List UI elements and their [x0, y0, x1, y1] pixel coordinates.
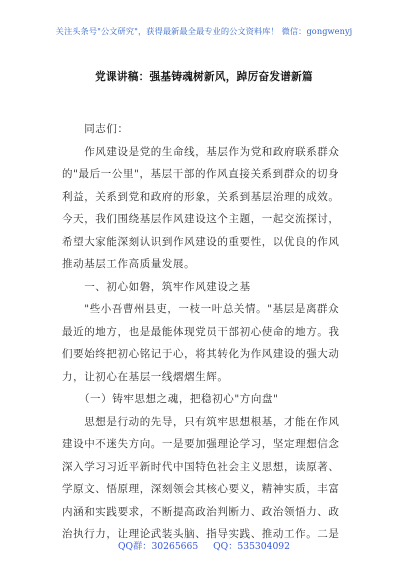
document-title: 党课讲稿：强基铸魂树新风，踔厉奋发谱新篇 [95, 71, 313, 83]
footer-contact [0, 538, 408, 552]
body-line: 力，让初心在基层一线熠熠生辉。 [62, 370, 229, 383]
body-line: "些小吾曹州县吏，一枝一叶总关情。"基层是离群众 [62, 303, 340, 315]
document-body [62, 118, 352, 546]
body-line: 作风建设是党的生命线，基层作为党和政府联系群众 [62, 145, 340, 158]
body-line: 今天，我们围绕基层作风建设这个主题，一起交流探讨， [62, 213, 340, 225]
body-line: 思想是行动的先导，只有筑牢思想根基，才能在作风 [62, 415, 340, 428]
subsection-heading: （一）铸牢思想之魂，把稳初心"方向盘" [62, 393, 279, 405]
body-line: 最近的地方，也是最能体现党员干部初心使命的地方。我 [62, 325, 340, 338]
body-line: 利益，关系到党和政府的形象，关系到基层治理的成效。 [62, 190, 340, 203]
body-line: 建设中不迷失方向。一是要加强理论学习，坚定理想信念 [62, 438, 340, 450]
footer-qq: QQ：535304092 [213, 541, 290, 552]
body-line: 学原文、悟原理，深刻领会其核心要义，精神实质，丰富 [62, 483, 340, 495]
body-line: 内涵和实践要求，不断提高政治判断力、政治领悟力、政 [62, 505, 340, 518]
body-line: 们要始终把初心铭记于心，将其转化为作风建设的强大动 [62, 348, 340, 360]
section-heading: 一、初心如磐，筑牢作风建设之基 [62, 280, 251, 293]
body-line: 深入学习习近平新时代中国特色社会主义思想，读原著、 [62, 460, 340, 473]
body-line: 的"最后一公里"，基层干部的作风直接关系到群众的切身 [62, 168, 340, 180]
body-line: 治执行力，让理论武装头脑、指导实践、推动工作。二是 [62, 528, 340, 540]
body-line: 推动基层工作高质量发展。 [62, 258, 196, 270]
body-line: 同志们： [62, 123, 129, 135]
header-promo-note: 关注头条号"公文研究"，获得最新最全最专业的公文资料库！ 微信：gongwenyj [55, 26, 353, 36]
footer-qq-group: QQ群：30265665 [118, 541, 199, 552]
body-line: 希望大家能深刻认识到作风建设的重要性，以优良的作风 [62, 235, 340, 248]
